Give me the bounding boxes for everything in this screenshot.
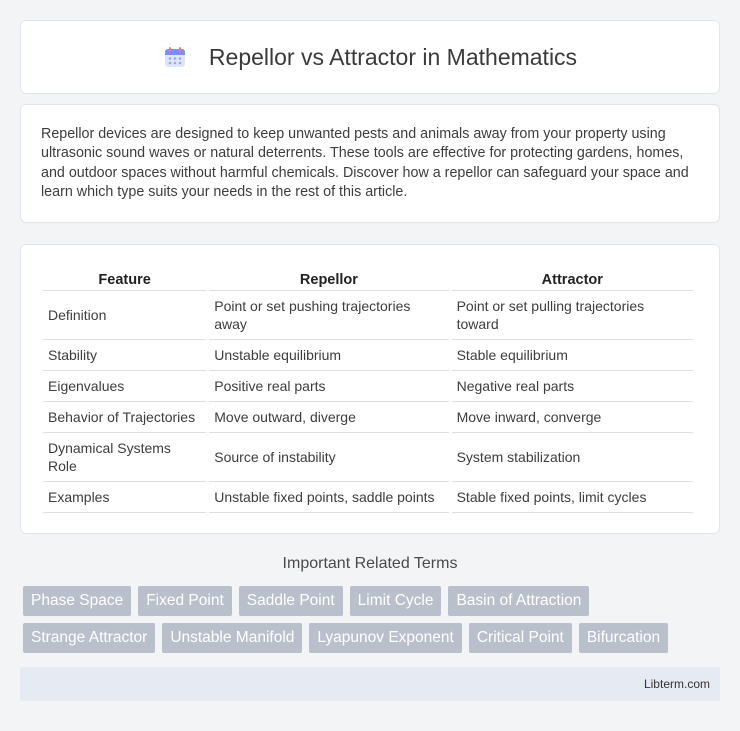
table-cell: Unstable fixed points, saddle points [209, 482, 448, 513]
table-cell: Unstable equilibrium [209, 340, 448, 371]
comparison-table [40, 265, 696, 513]
table-row [43, 340, 693, 371]
table-cell: Point or set pushing trajectories away [209, 291, 448, 340]
tag-basin-of-attraction[interactable]: Basin of Attraction [448, 586, 589, 616]
tag-bifurcation[interactable]: Bifurcation [579, 623, 668, 653]
tag-phase-space[interactable]: Phase Space [23, 586, 131, 616]
header-card [20, 20, 720, 94]
table-cell: Negative real parts [452, 371, 693, 402]
table-cell: Source of instability [209, 433, 448, 482]
tag-row-1 [23, 586, 723, 616]
tag-saddle-point[interactable]: Saddle Point [239, 586, 343, 616]
comparison-card [20, 244, 720, 534]
tag-lyapunov-exponent[interactable]: Lyapunov Exponent [309, 623, 461, 653]
table-cell: Move inward, converge [452, 402, 693, 433]
table-cell: System stabilization [452, 433, 693, 482]
footer [20, 667, 720, 701]
header-repellor: Repellor [209, 265, 448, 291]
table-cell: Move outward, diverge [209, 402, 448, 433]
tag-critical-point[interactable]: Critical Point [469, 623, 572, 653]
table-cell: Stable equilibrium [452, 340, 693, 371]
header-attractor: Attractor [452, 265, 693, 291]
header [163, 44, 577, 71]
related-terms [23, 586, 723, 660]
intro-card [20, 104, 720, 223]
table-cell: Point or set pulling trajectories toward [452, 291, 693, 340]
footer-site-link[interactable]: Libterm.com [643, 677, 710, 691]
table-cell: Eigenvalues [43, 371, 206, 402]
tag-row-2 [23, 623, 723, 653]
page-title: Repellor vs Attractor in Mathematics [208, 43, 578, 70]
tag-unstable-manifold[interactable]: Unstable Manifold [162, 623, 302, 653]
tag-limit-cycle[interactable]: Limit Cycle [350, 586, 442, 616]
table-cell: Examples [43, 482, 206, 513]
header-feature: Feature [43, 265, 206, 291]
table-cell: Stable fixed points, limit cycles [452, 482, 693, 513]
table-cell: Stability [43, 340, 206, 371]
tag-strange-attractor[interactable]: Strange Attractor [23, 623, 155, 653]
table-row [43, 433, 693, 482]
intro-paragraph: Repellor devices are designed to keep unwanted pests and animals away from your property using ultrasonic sound waves or natural deterrents. These tools are effective for protecting gardens, homes, and outdoor spaces without harmful chemicals. Discover how a repellor can safeguard your space and learn which type suits your needs in the rest of this article. [41, 126, 689, 201]
table-row [43, 482, 693, 513]
tag-fixed-point[interactable]: Fixed Point [138, 586, 232, 616]
calendar-icon [163, 45, 187, 69]
table-cell: Definition [43, 291, 206, 340]
related-terms-heading: Important Related Terms [282, 555, 458, 572]
table-cell: Behavior of Trajectories [43, 402, 206, 433]
table-row [43, 402, 693, 433]
table-row [43, 371, 693, 402]
table-header-row [43, 265, 693, 291]
table-cell: Positive real parts [209, 371, 448, 402]
table-cell: Dynamical Systems Role [43, 433, 206, 482]
table-row [43, 291, 693, 340]
